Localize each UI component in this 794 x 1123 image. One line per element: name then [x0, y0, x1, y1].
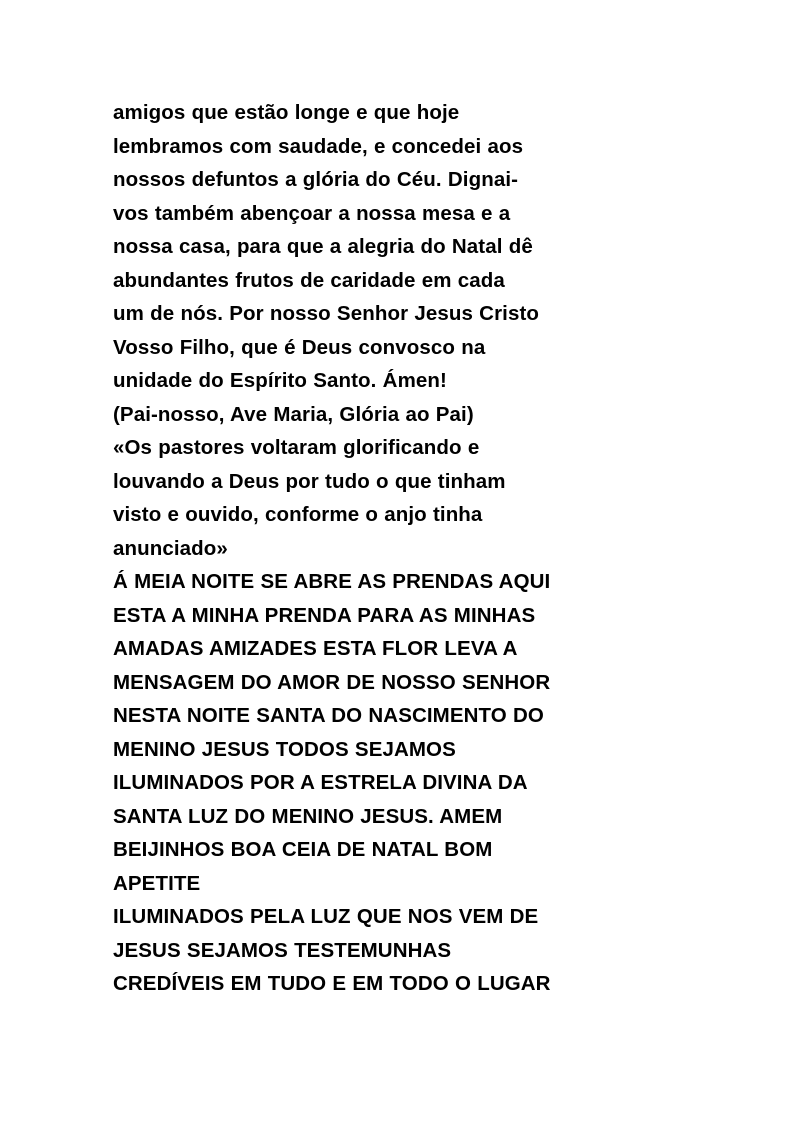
text-line: SANTA LUZ DO MENINO JESUS. AMEM — [113, 804, 503, 828]
text-line: anunciado» — [113, 536, 228, 560]
text-line: nossos defuntos a glória do Céu. Dignai- — [113, 168, 519, 191]
paragraph-prayer-instruction — [113, 398, 681, 432]
paragraph-scripture-quote — [113, 431, 681, 565]
text-line: AMADAS AMIZADES ESTA FLOR LEVA A — [113, 637, 518, 660]
text-line: abundantes frutos de caridade em cada — [113, 268, 505, 292]
text-line: nossa casa, para que a alegria do Natal dê — [113, 235, 533, 258]
paragraph-closing-message — [113, 900, 681, 1001]
text-line: louvando a Deus por tudo o que tinham — [113, 469, 506, 493]
document-body — [113, 96, 681, 1001]
text-line: ILUMINADOS PELA LUZ QUE NOS VEM DE — [113, 905, 539, 928]
text-line: JESUS SEJAMOS TESTEMUNHAS — [113, 938, 452, 962]
text-line: APETITE — [113, 871, 201, 895]
text-line: MENINO JESUS TODOS SEJAMOS — [113, 737, 456, 761]
text-line: um de nós. Por nosso Senhor Jesus Cristo — [113, 302, 539, 325]
text-line: Vosso Filho, que é Deus convosco na — [113, 335, 486, 359]
text-line: NESTA NOITE SANTA DO NASCIMENTO DO — [113, 704, 544, 727]
text-line: (Pai-nosso, Ave Maria, Glória ao Pai) — [113, 402, 474, 426]
text-line: lembramos com saudade, e concedei aos — [113, 134, 524, 158]
text-line: vos também abençoar a nossa mesa e a — [113, 201, 511, 225]
text-line: ESTA A MINHA PRENDA PARA AS MINHAS — [113, 603, 536, 627]
text-line: CREDÍVEIS EM TUDO E EM TODO O LUGAR — [113, 972, 551, 995]
paragraph-prayer-continuation — [113, 96, 681, 398]
text-line: visto e ouvido, conforme o anjo tinha — [113, 503, 483, 526]
text-line: «Os pastores voltaram glorificando e — [113, 436, 480, 459]
text-line: amigos que estão longe e que hoje — [113, 101, 460, 124]
text-line: unidade do Espírito Santo. Ámen! — [113, 369, 447, 392]
text-line: Á MEIA NOITE SE ABRE AS PRENDAS AQUI — [113, 570, 551, 593]
text-line: BEIJINHOS BOA CEIA DE NATAL BOM — [113, 838, 493, 861]
text-line: ILUMINADOS POR A ESTRELA DIVINA DA — [113, 771, 528, 794]
paragraph-midnight-message — [113, 565, 681, 900]
text-line: MENSAGEM DO AMOR DE NOSSO SENHOR — [113, 670, 551, 694]
